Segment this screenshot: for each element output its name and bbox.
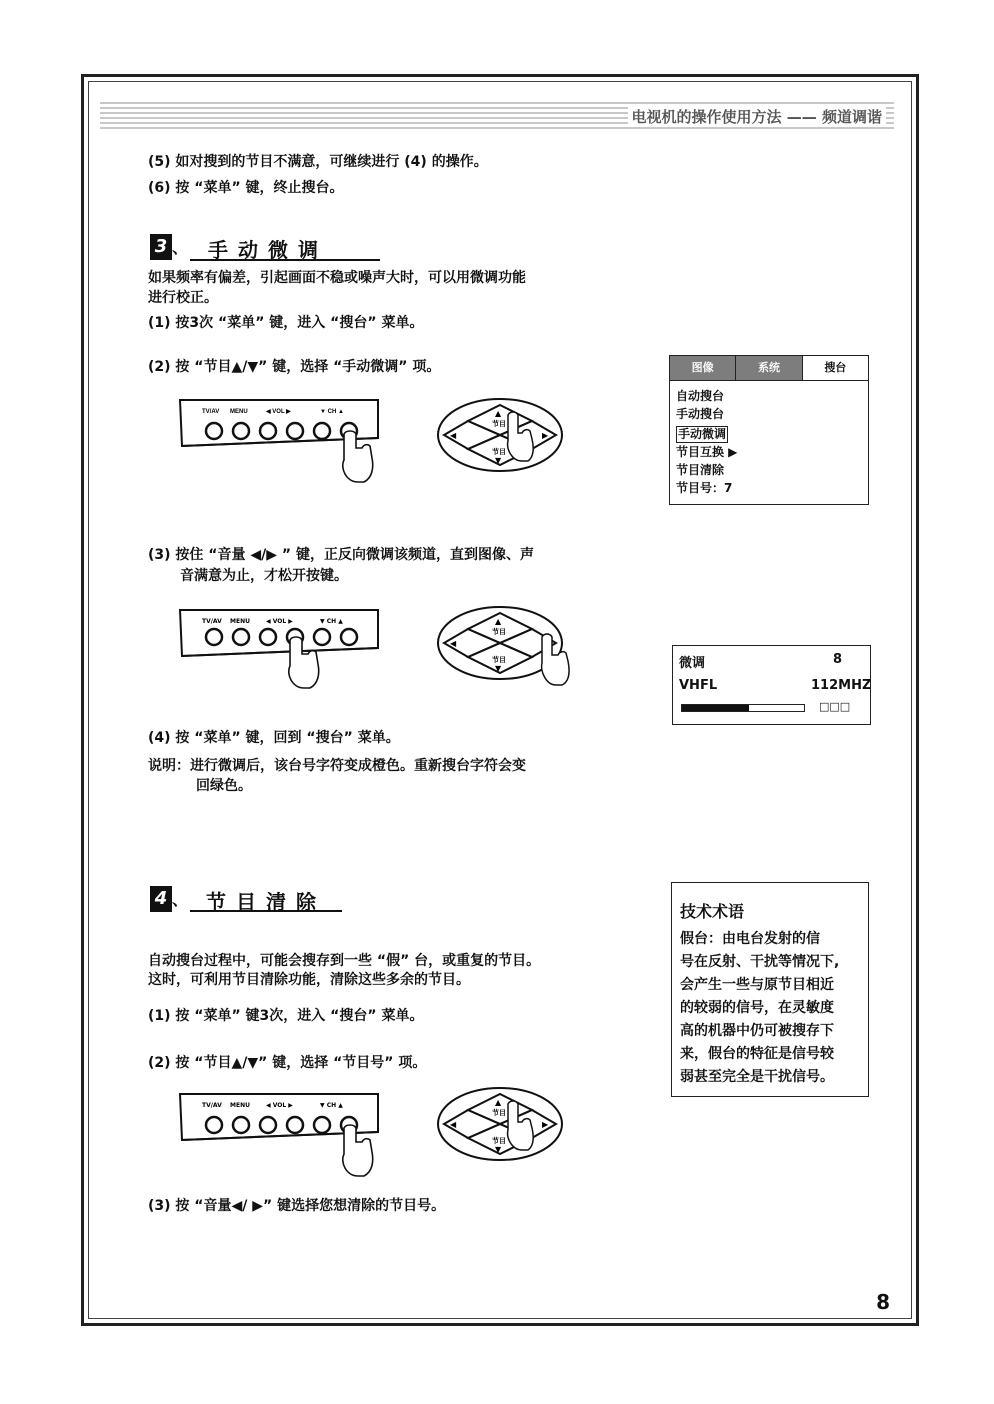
remote-ch-label: 节目 [492,448,506,456]
tech-note-box [671,882,869,1097]
panel-label-tvav: TV/AV [202,409,220,415]
tune-level-fill [682,705,749,711]
remote-keypad-diagram-1 [436,397,566,473]
menu-tabs [670,356,868,381]
panel-button [314,423,330,439]
remote-keypad-diagram-3 [436,1086,566,1166]
remote-ch-label: 节目 [492,656,506,664]
section4-desc-line1: 自动搜台过程中，可能会搜存到一些 “假” 台，或重复的节目。 [148,953,541,969]
remote-right-arrow: ▶ [542,431,549,440]
tech-note-line: 假台：由电台发射的信 [680,931,820,947]
panel-button [314,629,330,645]
panel-label-menu: MENU [230,618,250,625]
menu-item-auto-search: 自动搜台 [676,389,725,403]
section3-number: 3 [150,234,172,260]
menu-item-clear: 节目清除 [676,463,725,477]
tech-note-line: 号在反射、干扰等情况下, [680,954,840,970]
section3-note-line2: 回绿色。 [196,778,252,794]
tune-frequency: 112MHZ [811,678,872,693]
tv-panel-diagram-1 [178,398,388,488]
tech-note-line: 弱甚至完全是干扰信号。 [680,1069,834,1085]
panel-button [206,629,222,645]
tech-note-line: 的较弱的信号，在灵敏度 [680,1000,834,1016]
intro-step5: (5) 如对搜到的节目不满意，可继续进行 (4) 的操作。 [148,154,488,170]
menu-item-fine-tune: 手动微调 [678,427,727,441]
remote-keypad-diagram-2 [436,605,576,695]
page-number: 8 [876,1290,890,1314]
section4-title: 节目清除 [206,890,326,914]
remote-down-arrow: ▼ [495,1145,502,1154]
tune-label: 微调 [679,656,706,671]
section3-separator: 、 [172,238,189,257]
remote-down-arrow: ▼ [495,664,502,673]
panel-button [206,1117,222,1133]
panel-button [341,629,357,645]
menu-item-manual-search: 手动搜台 [676,407,725,421]
section4-separator: 、 [172,890,189,909]
remote-ch-label: 节目 [492,628,506,636]
menu-tab-picture: 图像 [670,356,736,380]
remote-ch-label: 节目 [492,420,506,428]
section4-number: 4 [150,886,172,912]
section3-desc-line2: 进行校正。 [148,290,218,306]
fine-tune-osd [672,645,871,725]
section4-step3: (3) 按 “音量◀/ ▶” 键选择您想清除的节目号。 [148,1198,446,1214]
panel-button [287,1117,303,1133]
section4-step1: (1) 按 “菜单” 键3次，进入 “搜台” 菜单。 [148,1008,424,1024]
panel-label-tvav: TV/AV [202,618,222,625]
menu-item-swap: 节目互换 ▶ [676,445,738,459]
panel-label-ch: ▼ CH ▲ [320,618,343,625]
section4-step2: (2) 按 “节目▲/▼” 键，选择 “节目号” 项。 [148,1055,427,1071]
menu-tab-system: 系统 [736,356,802,380]
intro-step6: (6) 按 “菜单” 键，终止搜台。 [148,180,344,196]
tune-band: VHFL [679,678,718,693]
tune-status-icons: □□□ [819,700,851,713]
remote-up-arrow: ▲ [495,617,502,626]
remote-ch-label: 节目 [492,1137,506,1145]
section3-title: 手动微调 [208,238,328,262]
section3-note-line1: 说明：进行微调后，该台号字符变成橙色。重新搜台字符会变 [148,758,526,774]
section3-desc-line1: 如果频率有偏差，引起画面不稳或噪声大时，可以用微调功能 [148,270,526,286]
panel-label-menu: MENU [230,1102,250,1109]
panel-label-menu: MENU [230,409,248,415]
tune-level-bar [681,704,805,712]
panel-button [233,423,249,439]
tech-note-title: 技术术语 [680,902,745,921]
panel-button [287,423,303,439]
section3-step1: (1) 按3次 “菜单” 键，进入 “搜台” 菜单。 [148,315,424,331]
header-title: 电视机的操作使用方法 —— 频道调谐 [628,106,886,127]
panel-button [206,423,222,439]
section3-step3-line2: 音满意为止，才松开按键。 [180,568,348,584]
panel-button [260,1117,276,1133]
remote-up-arrow: ▲ [495,1098,502,1107]
section3-underline [190,259,380,261]
remote-left-arrow: ◀ [450,1120,457,1129]
section4-desc-line2: 这时，可利用节目清除功能，清除这些多余的节目。 [148,972,470,988]
remote-down-arrow: ▼ [495,456,502,465]
panel-label-vol: ◀ VOL ▶ [266,618,293,625]
panel-button [260,629,276,645]
remote-left-arrow: ◀ [450,431,457,440]
remote-ch-label: 节目 [492,1109,506,1117]
section4-underline [190,910,342,912]
menu-tab-search: 搜台 [824,361,847,374]
search-menu-panel [669,355,869,505]
section3-step3-line1: (3) 按住 “音量 ◀/▶ ” 键，正反向微调该频道，直到图像、声 [148,547,534,563]
panel-label-ch: ▼ CH ▲ [320,1102,343,1109]
panel-button [233,629,249,645]
remote-right-arrow: ▶ [542,1120,549,1129]
section3-step4: (4) 按 “菜单” 键，回到 “搜台” 菜单。 [148,730,400,746]
panel-button [233,1117,249,1133]
panel-label-vol: ◀ VOL ▶ [266,409,291,415]
tech-note-line: 来，假台的特征是信号较 [680,1046,834,1062]
tune-channel: 8 [833,652,843,667]
tv-panel-diagram-3 [178,1092,388,1182]
menu-item-program-number: 节目号：7 [676,481,733,495]
remote-up-arrow: ▲ [495,409,502,418]
remote-left-arrow: ◀ [450,639,457,648]
menu-list [670,381,868,503]
tech-note-line: 会产生一些与原节目相近 [680,977,834,993]
tech-note-line: 高的机器中仍可被搜存下 [680,1023,834,1039]
panel-label-tvav: TV/AV [202,1102,222,1109]
panel-button [260,423,276,439]
section3-step2: (2) 按 “节目▲/▼” 键，选择 “手动微调” 项。 [148,359,441,375]
panel-label-ch: ▼ CH ▲ [320,409,344,415]
panel-button [314,1117,330,1133]
hand-pointer-icon [289,637,319,688]
panel-label-vol: ◀ VOL ▶ [266,1102,293,1109]
tv-panel-diagram-2 [178,608,388,698]
